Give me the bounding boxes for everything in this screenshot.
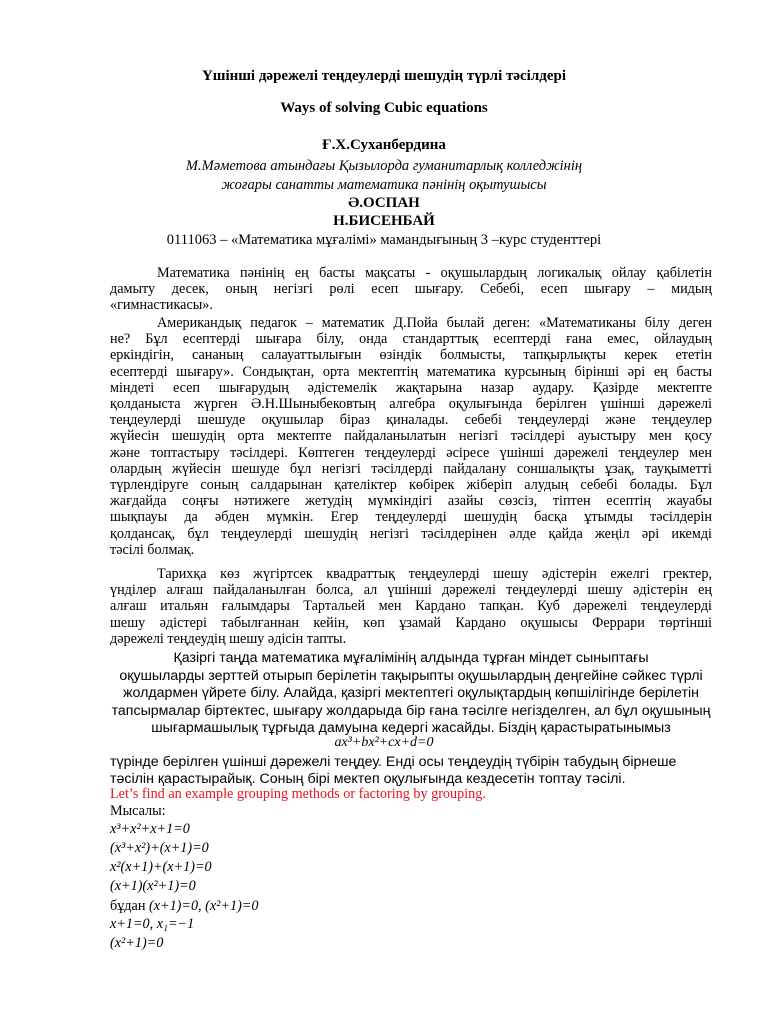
co-author-2: Н.БИСЕНБАЙ (333, 213, 435, 229)
text-line: еркіндігін, сананың салауаттылығын өзіндік болмысты, тапқырлықты керек ететін (110, 347, 712, 364)
equation-step-5 (110, 898, 258, 915)
general-cubic-equation: ax³+bx²+cx+d=0 (334, 735, 434, 750)
author-name: Ғ.Х.Суханбердина (322, 137, 446, 153)
paragraph-3 (110, 566, 712, 647)
equation-step-7: (x²+1)=0 (110, 935, 164, 951)
text-line: олардың жүйесін шешуде бұл негізгі тәсілдерді пайдалану соншалықты ұзақ, тауқыметті (110, 460, 712, 477)
text-line: не? Бұл есептерді шығара білу, онда стандарттық есептерді ғана емес, ойлаудың (110, 331, 712, 348)
text-line: жолдармен үйрете білу. Алайда, қазіргі мектептегі оқулықтардың көпшілігінде берілетін (123, 685, 699, 701)
text-line: түрлендіруге соның салдарынан қателіктер көбірек жіберіп алудың себебі болады. Бұл (110, 477, 712, 494)
equation-expression: (x+1)=0, (x²+1)=0 (148, 898, 259, 914)
equation-step-2: (x³+x²)+(x+1)=0 (110, 840, 209, 856)
text-line: жағдайда соңғы нәтижеге жетудің мүмкіндігі азайы сөзсіз, тіптен есептің жауабы (110, 493, 712, 510)
text-line: шығармашылық тұрғыда дамуына кедергі жасайды. Біздің қарастыратынымыз (151, 720, 671, 736)
text-line: Қазіргі таңда математика мұғалімінің алдында тұрған міндет сыныптағы (173, 650, 649, 666)
equation-word: бұдан (110, 898, 146, 914)
text-line: тәсілі болмақ. (110, 541, 195, 558)
co-author-1: Ә.ОСПАН (348, 195, 420, 211)
text-line: Математика пәнінің ең басты мақсаты - оқушылардың логикалық ойлау қабілетін (157, 265, 712, 281)
text-line: және топтастыру тәсілдері. Көптеген теңдеулерді әсіресе үшінші дәрежелі теңдеулер мен (110, 444, 712, 461)
text-line: теңдеулерді шешуде оқушылар біраз қиналады. себебі теңдеулерді және теңдеулер (110, 412, 712, 429)
text-line: оқушыларды зерттей отырып берілетін тақырыпты оқушылардың деңгейіне сәйкес түрлі (119, 667, 703, 684)
text-line: шешу әдістері табылғаннан кейін, көп ұзамай Кардано оқушысы Феррари төртінші (110, 614, 712, 631)
affiliation-line-1: М.Мәметова атындағы Қызылорда гуманитарлық колледжінің (185, 158, 583, 174)
text-line: шықпауы да әбден мүмкін. Егер теңдеулерді шешудің басқа ұтымды тәсілдерін (110, 509, 712, 526)
paragraph-2 (110, 315, 712, 558)
text-line: міндеті есеп шығарудың әдістемелік жақтарына назар аудару. Қазірде мектепте (110, 379, 712, 396)
text-line: үнділер алғаш пайдаланылған болса, ал үшінші дәрежелі теңдеулерді шешу әдістерін ең (110, 582, 712, 599)
equation-step-3: x²(x+1)+(x+1)=0 (110, 859, 212, 875)
text-line: Американдық педагок – математик Д.Пойа былай деген: «Математиканы білу деген (157, 315, 712, 331)
equation-step-4: (x+1)(x²+1)=0 (110, 878, 196, 894)
text-line: қолданыста жүрген Ә.Н.Шыныбековтың алгебра оқулығында берілген үшінші дәрежелі (110, 396, 712, 413)
text-line: Тарихқа көз жүгіртсек квадраттық теңдеулерді шешу әдістерін ежелгі гректер, (157, 566, 712, 582)
text-line: тапсырмалар біртектес, шығару жолдарыда бір ғана тәсілге негізделген, ал бұл оқушының (111, 702, 711, 719)
text-line: қолдансақ, бұл теңдеулерді шешудің негізгі тәсілдерінен әлде қайда жеңіл әрі икемді (110, 525, 712, 542)
title-kazakh: Үшінші дәрежелі теңдеулерді шешудің түрлі тәсілдері (201, 68, 567, 84)
text-line: жүйесін шешудің орта мектепте пайдаланылатын негізгі тәсілдері ауыстыру мен қосу (110, 428, 712, 445)
text-line: дәрежелі теңдеудің шешу әдісін тапты. (110, 630, 347, 647)
text-line: түрінде берілген үшінші дәрежелі теңдеу. Енді осы теңдеудің түбірін табудың бірнеше (110, 754, 677, 770)
equation-step-6: x+1=0, x₁=−1 (110, 916, 195, 932)
students-line: 0111063 – «Математика мұғалімі» мамандығының 3 –курс студенттері (166, 232, 602, 248)
title-english: Ways of solving Cubic equations (280, 100, 488, 116)
english-note: Let’s find an example grouping methods or factoring by grouping. (110, 786, 486, 802)
equation-step-1: x³+x²+x+1=0 (110, 821, 190, 837)
text-line: «гимнастикасы». (110, 297, 213, 314)
example-label: Мысалы: (110, 803, 166, 819)
text-line: дамыту десек, оның негізгі рөлі есеп шығару. Себебі, есеп шығару – мидың (110, 281, 712, 298)
text-line: есептерді шығару». Сондықтан, орта мектептің математика курсының бірінші әрі ең басты (110, 363, 712, 380)
paragraph-1 (110, 265, 712, 314)
affiliation-line-2: жоғары санатты математика пәнінің оқытушысы (221, 177, 547, 193)
text-line: тәсілін қарастырайық. Соның бірі мектеп оқулығында кездесетін топтау тәсілі. (110, 771, 626, 787)
paragraph-4 (110, 650, 712, 738)
text-line: алғаш итальян ғалымдары Тартальей мен Кардано тапқан. Куб дәрежелі теңдеулерді (110, 598, 712, 615)
